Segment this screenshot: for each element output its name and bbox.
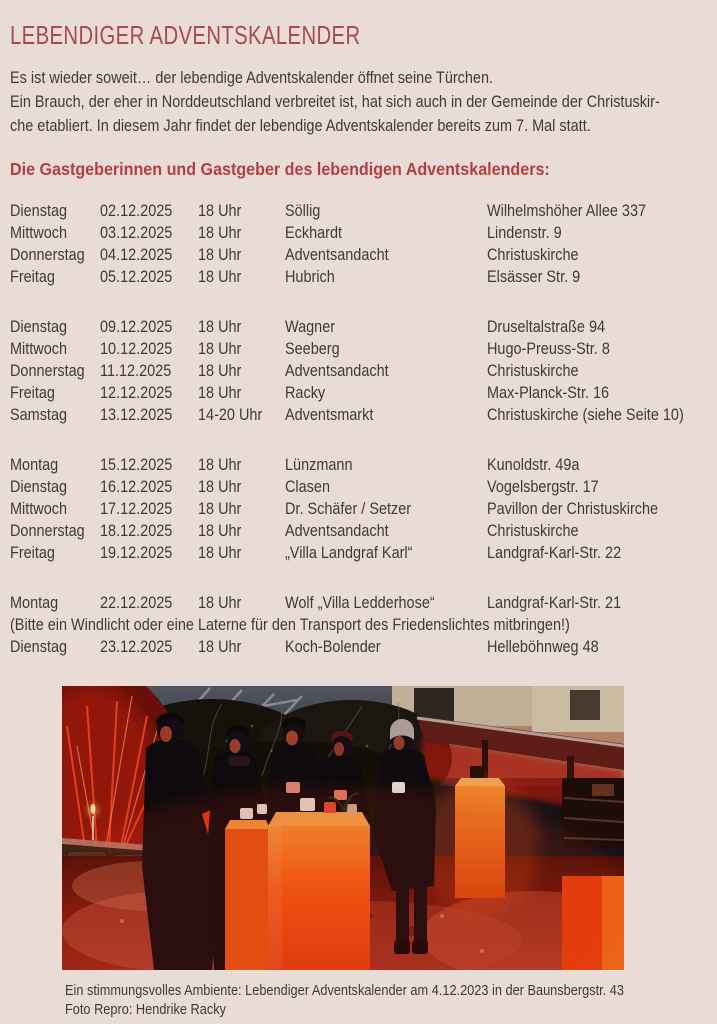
schedule-cell-time-text: 18 Uhr	[198, 543, 242, 562]
hosts-heading: Die Gastgeberinnen und Gastgeber des lebendigen Adventskalenders:	[10, 159, 550, 179]
schedule-cell-day	[10, 404, 100, 426]
schedule-cell-address-text: Druseltalstraße 94	[487, 317, 606, 336]
schedule-row	[10, 454, 707, 476]
schedule-cell-host-text: Seeberg	[285, 339, 340, 358]
schedule-row	[10, 636, 707, 658]
schedule-cell-address	[487, 338, 707, 360]
schedule-row	[10, 498, 707, 520]
schedule-cell-day	[10, 382, 100, 404]
schedule-cell-day-text: Donnerstag	[10, 521, 85, 540]
schedule-cell-date	[100, 382, 198, 404]
schedule-cell-day-text: Montag	[10, 593, 59, 612]
schedule-cell-date	[100, 360, 198, 382]
schedule-cell-host	[285, 338, 487, 360]
photo-caption-line-2: Foto Repro: Hendrike Racky	[65, 1002, 226, 1018]
schedule-cell-day-text: Mittwoch	[10, 223, 68, 242]
schedule-cell-day	[10, 520, 100, 542]
schedule-cell-host-text: Wagner	[285, 317, 336, 336]
schedule-cell-host	[285, 244, 487, 266]
schedule-cell-host	[285, 454, 487, 476]
schedule-cell-day	[10, 454, 100, 476]
schedule-group	[10, 200, 707, 288]
schedule-cell-address	[487, 454, 707, 476]
schedule-cell-date-text: 23.12.2025	[100, 637, 173, 656]
schedule-cell-host	[285, 222, 487, 244]
intro-line-2: Ein Brauch, der eher in Norddeutschland verbreitet ist, hat sich auch in der Gemeinde der Christuskir-	[10, 92, 660, 111]
schedule-cell-host	[285, 360, 487, 382]
schedule-cell-day	[10, 360, 100, 382]
schedule-row	[10, 244, 707, 266]
schedule-cell-day	[10, 222, 100, 244]
schedule-cell-address	[487, 542, 707, 564]
schedule-cell-day-text: Freitag	[10, 267, 55, 286]
schedule-cell-day-text: Montag	[10, 455, 59, 474]
schedule-note-text: (Bitte ein Windlicht oder eine Laterne für den Transport des Friedenslichtes mitbringen!)	[10, 615, 570, 634]
schedule-cell-time	[198, 316, 285, 338]
schedule-cell-date	[100, 244, 198, 266]
schedule-cell-day-text: Freitag	[10, 543, 55, 562]
schedule-cell-date	[100, 592, 198, 614]
schedule-cell-day	[10, 266, 100, 288]
schedule-cell-host-text: Eckhardt	[285, 223, 343, 242]
schedule-cell-address-text: Christuskirche	[487, 245, 579, 264]
schedule-cell-address	[487, 266, 707, 288]
schedule-cell-date	[100, 520, 198, 542]
schedule-cell-date	[100, 200, 198, 222]
schedule-cell-time-text: 18 Uhr	[198, 201, 242, 220]
schedule-cell-host-text: Hubrich	[285, 267, 335, 286]
intro-paragraph	[10, 66, 707, 138]
schedule-cell-host-text: Koch-Bolender	[285, 637, 381, 656]
schedule-cell-date	[100, 404, 198, 426]
schedule-cell-day-text: Mittwoch	[10, 499, 68, 518]
schedule-cell-time-text: 18 Uhr	[198, 383, 242, 402]
schedule-cell-date	[100, 316, 198, 338]
schedule-cell-date	[100, 454, 198, 476]
schedule-cell-day	[10, 476, 100, 498]
schedule-cell-date	[100, 338, 198, 360]
schedule-cell-host	[285, 520, 487, 542]
schedule-cell-address	[487, 520, 707, 542]
schedule-cell-host-text: Adventsandacht	[285, 361, 389, 380]
schedule-cell-host	[285, 636, 487, 658]
schedule-cell-address-text: Pavillon der Christuskirche	[487, 499, 659, 518]
schedule-cell-time-text: 18 Uhr	[198, 455, 242, 474]
schedule-cell-date-text: 16.12.2025	[100, 477, 173, 496]
schedule-cell-day	[10, 316, 100, 338]
schedule-cell-time	[198, 636, 285, 658]
intro-line-3: che etabliert. In diesem Jahr findet der lebendige Adventskalender bereits zum 7. Mal statt.	[10, 116, 591, 135]
schedule-cell-address	[487, 592, 707, 614]
schedule-cell-day-text: Dienstag	[10, 477, 68, 496]
schedule-cell-time	[198, 520, 285, 542]
photo-caption-line-1: Ein stimmungsvolles Ambiente: Lebendiger Adventskalender am 4.12.2023 in der Baunsbergstr. 43	[65, 983, 624, 999]
schedule-cell-time-text: 18 Uhr	[198, 521, 242, 540]
schedule-cell-address-text: Vogelsbergstr. 17	[487, 477, 599, 496]
schedule-cell-time	[198, 200, 285, 222]
schedule-cell-address	[487, 316, 707, 338]
schedule-row	[10, 360, 707, 382]
schedule-cell-host	[285, 592, 487, 614]
schedule-cell-address	[487, 404, 717, 426]
schedule-cell-time-text: 18 Uhr	[198, 499, 242, 518]
schedule-cell-date-text: 12.12.2025	[100, 383, 173, 402]
schedule-cell-day-text: Mittwoch	[10, 339, 68, 358]
schedule-cell-address	[487, 498, 707, 520]
schedule-cell-date	[100, 266, 198, 288]
schedule-row	[10, 592, 707, 614]
schedule-cell-address	[487, 244, 707, 266]
schedule-cell-day	[10, 592, 100, 614]
schedule-cell-date-text: 13.12.2025	[100, 405, 173, 424]
schedule-cell-time-text: 18 Uhr	[198, 361, 242, 380]
schedule-cell-time	[198, 360, 285, 382]
schedule-cell-host	[285, 476, 487, 498]
schedule-cell-host-text: Adventsandacht	[285, 245, 389, 264]
schedule-row	[10, 542, 707, 564]
schedule-cell-date	[100, 498, 198, 520]
schedule-row	[10, 382, 707, 404]
schedule-cell-address	[487, 222, 707, 244]
schedule-cell-date-text: 18.12.2025	[100, 521, 173, 540]
schedule-group	[10, 592, 707, 658]
event-photo-illustration	[62, 686, 624, 970]
schedule-cell-day-text: Donnerstag	[10, 361, 85, 380]
schedule-cell-host	[285, 404, 487, 426]
schedule-cell-address-text: Elsässer Str. 9	[487, 267, 581, 286]
schedule-cell-time-text: 18 Uhr	[198, 223, 242, 242]
schedule-cell-time	[198, 244, 285, 266]
schedule-cell-date-text: 09.12.2025	[100, 317, 173, 336]
schedule	[10, 200, 707, 658]
schedule-cell-address-text: Wilhelmshöher Allee 337	[487, 201, 647, 220]
schedule-cell-day-text: Dienstag	[10, 201, 68, 220]
schedule-cell-date	[100, 222, 198, 244]
schedule-cell-date-text: 04.12.2025	[100, 245, 173, 264]
schedule-group	[10, 316, 707, 426]
schedule-cell-address-text: Lindenstr. 9	[487, 223, 562, 242]
schedule-cell-time	[198, 382, 285, 404]
schedule-cell-time	[198, 592, 285, 614]
schedule-cell-time	[198, 454, 285, 476]
schedule-cell-time-text: 18 Uhr	[198, 339, 242, 358]
schedule-cell-host-text: Adventsmarkt	[285, 405, 374, 424]
schedule-cell-address-text: Christuskirche	[487, 361, 579, 380]
schedule-cell-host	[285, 266, 487, 288]
schedule-cell-time	[198, 338, 285, 360]
schedule-cell-host-text: Clasen	[285, 477, 330, 496]
schedule-cell-date	[100, 636, 198, 658]
schedule-cell-address	[487, 382, 707, 404]
schedule-row	[10, 316, 707, 338]
schedule-cell-time	[198, 404, 285, 426]
schedule-cell-date	[100, 542, 198, 564]
schedule-cell-address-text: Christuskirche	[487, 521, 579, 540]
schedule-cell-time	[198, 542, 285, 564]
schedule-row	[10, 404, 707, 426]
schedule-cell-day	[10, 244, 100, 266]
schedule-row	[10, 476, 707, 498]
schedule-cell-day	[10, 338, 100, 360]
schedule-cell-host	[285, 316, 487, 338]
schedule-cell-host-text: Lünzmann	[285, 455, 353, 474]
schedule-cell-address-text: Christuskirche (siehe Seite 10)	[487, 405, 684, 424]
schedule-row	[10, 338, 707, 360]
schedule-cell-date	[100, 476, 198, 498]
page-title: LEBENDIGER ADVENTSKALENDER	[10, 20, 361, 50]
schedule-cell-day-text: Dienstag	[10, 637, 68, 656]
schedule-cell-host-text: Racky	[285, 383, 326, 402]
schedule-cell-day	[10, 498, 100, 520]
schedule-cell-date-text: 15.12.2025	[100, 455, 173, 474]
schedule-cell-day-text: Samstag	[10, 405, 68, 424]
schedule-cell-date-text: 17.12.2025	[100, 499, 173, 518]
schedule-row	[10, 200, 707, 222]
schedule-cell-host-text: Söllig	[285, 201, 321, 220]
schedule-cell-date-text: 05.12.2025	[100, 267, 173, 286]
schedule-cell-time-text: 18 Uhr	[198, 637, 242, 656]
schedule-cell-host	[285, 542, 487, 564]
schedule-cell-host	[285, 382, 487, 404]
schedule-cell-time	[198, 222, 285, 244]
schedule-cell-host-text: Adventsandacht	[285, 521, 389, 540]
schedule-cell-time-text: 14-20 Uhr	[198, 405, 263, 424]
schedule-cell-address	[487, 476, 707, 498]
schedule-cell-date-text: 22.12.2025	[100, 593, 173, 612]
schedule-cell-address-text: Landgraf-Karl-Str. 21	[487, 593, 622, 612]
schedule-cell-date-text: 19.12.2025	[100, 543, 173, 562]
photo-caption	[65, 982, 707, 1020]
schedule-cell-date-text: 02.12.2025	[100, 201, 173, 220]
schedule-cell-host	[285, 200, 487, 222]
schedule-row	[10, 520, 707, 542]
event-photo	[62, 686, 624, 970]
schedule-cell-time-text: 18 Uhr	[198, 245, 242, 264]
schedule-row	[10, 266, 707, 288]
schedule-cell-address-text: Helleböhnweg 48	[487, 637, 599, 656]
intro-line-1: Es ist wieder soweit… der lebendige Adventskalender öffnet seine Türchen.	[10, 68, 494, 87]
schedule-cell-time	[198, 476, 285, 498]
schedule-cell-time-text: 18 Uhr	[198, 267, 242, 286]
schedule-cell-day-text: Donnerstag	[10, 245, 85, 264]
schedule-cell-day	[10, 200, 100, 222]
schedule-cell-address-text: Max-Planck-Str. 16	[487, 383, 610, 402]
schedule-cell-date-text: 11.12.2025	[100, 361, 172, 380]
schedule-cell-time-text: 18 Uhr	[198, 593, 242, 612]
schedule-cell-day	[10, 542, 100, 564]
schedule-cell-host	[285, 498, 487, 520]
schedule-cell-address-text: Hugo-Preuss-Str. 8	[487, 339, 610, 358]
schedule-cell-address	[487, 360, 707, 382]
schedule-cell-date-text: 10.12.2025	[100, 339, 173, 358]
schedule-cell-time	[198, 266, 285, 288]
schedule-cell-day-text: Freitag	[10, 383, 55, 402]
schedule-cell-address-text: Landgraf-Karl-Str. 22	[487, 543, 622, 562]
schedule-cell-host-text: „Villa Landgraf Karl“	[285, 543, 413, 562]
schedule-cell-host-text: Wolf „Villa Ledderhose“	[285, 593, 435, 612]
schedule-note	[10, 614, 707, 636]
schedule-cell-day-text: Dienstag	[10, 317, 68, 336]
schedule-cell-time-text: 18 Uhr	[198, 477, 242, 496]
schedule-cell-address	[487, 200, 707, 222]
schedule-cell-time	[198, 498, 285, 520]
schedule-cell-host-text: Dr. Schäfer / Setzer	[285, 499, 412, 518]
schedule-row	[10, 222, 707, 244]
schedule-cell-time-text: 18 Uhr	[198, 317, 242, 336]
schedule-cell-address-text: Kunoldstr. 49a	[487, 455, 580, 474]
schedule-cell-date-text: 03.12.2025	[100, 223, 173, 242]
schedule-cell-address	[487, 636, 707, 658]
schedule-group	[10, 454, 707, 564]
schedule-cell-day	[10, 636, 100, 658]
